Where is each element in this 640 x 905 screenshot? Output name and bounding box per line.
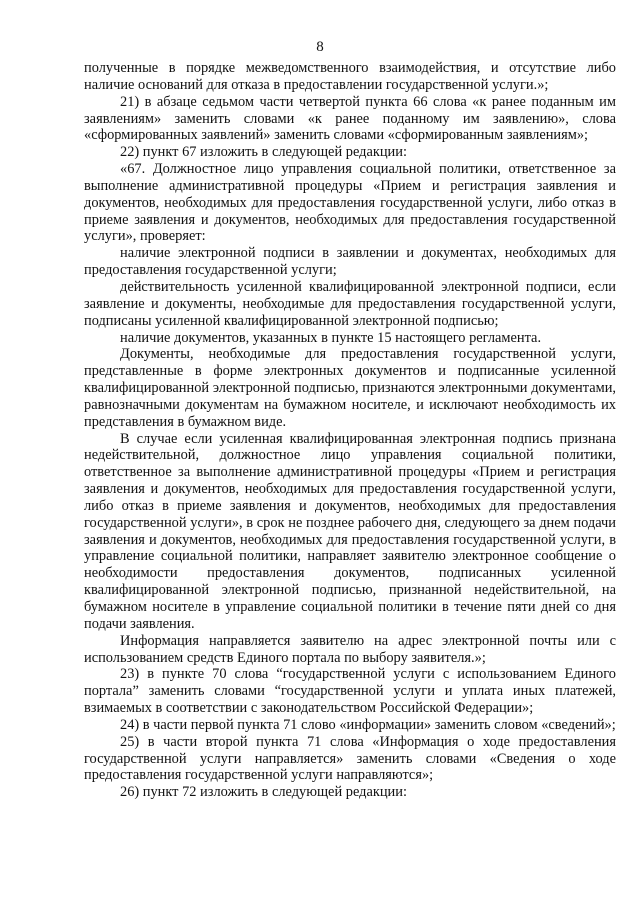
paragraph: Документы, необходимые для предоставления государственной услуги, представленные в форме электронных документов и подписанные усиленной квалифицированной электронной подписью, признаются электронными документами, равнозначными документам на бумажном носителе, и исключают необходимость их представления в бумажном виде. [84,346,616,430]
paragraph: действительность усиленной квалифицированной электронной подписи, если заявление и документы, необходимые для предоставления государственной услуги, подписаны усиленной квалифицированной электронной подписью; [84,278,616,329]
paragraph: В случае если усиленная квалифицированная электронная подпись признана недействительной, должностное лицо управления социальной политики, ответственное за выполнение административной процедуры «Прием и регистрация заявления и документов, необходимых для предоставления государственной услуги, либо отказ в приеме заявления и документов, необходимых для предоставления государственной услуги», в срок не позднее рабочего дня, следующего за днем подачи заявления и документов, необходимых для предоставления государственной услуги, в управление социальной политики, направляет заявителю электронное сообщение о необходимости предоставления документов, подписанных усиленной квалифицированной электронной подписью, признанной недействительной, на бумажном носителе в управление социальной политики в течение пяти дней со дня подачи заявления. [84,430,616,632]
paragraph: Информация направляется заявителю на адрес электронной почты или с использованием средств Единого портала по выбору заявителя.»; [84,632,616,666]
paragraph: 22) пункт 67 изложить в следующей редакции: [120,144,407,161]
paragraph: 26) пункт 72 изложить в следующей редакции: [120,784,407,801]
paragraph: «67. Должностное лицо управления социальной политики, ответственное за выполнение административной процедуры «Прием и регистрация заявления и документов, необходимых для предоставления государственной услуги, либо отказ в приеме заявления и документов, необходимых для предоставления государственной услуги», проверяет: [84,161,616,245]
paragraph: наличие документов, указанных в пункте 15 настоящего регламента. [120,329,542,346]
paragraph: наличие электронной подписи в заявлении и документах, необходимых для предоставления государственной услуги; [84,245,616,279]
paragraph: 21) в абзаце седьмом части четвертой пункта 66 слова «к ранее поданным им заявлениям» заменить словами «к ранее поданному им заявлению», слова «сформированных заявлений» заменить словами «сформированным заявлениям»; [84,93,616,144]
paragraph: полученные в порядке межведомственного взаимодействия, и отсутствие либо наличие оснований для отказа в предоставлении государственной услуги.»; [84,60,616,93]
document-body [84,60,616,801]
paragraph: 25) в части второй пункта 71 слова «Информация о ходе предоставления государственной услуги направляется» заменить словами «Сведения о ходе предоставления государственной услуги направляются»; [84,733,616,784]
page-number: 8 [316,39,324,55]
paragraph: 23) в пункте 70 слова “государственной услуги с использованием Единого портала” заменить словами “государственной услуги и уплата иных платежей, взимаемых в соответствии с законодательством Российской Федерации»; [84,666,616,717]
paragraph: 24) в части первой пункта 71 слово «информации» заменить словом «сведений»; [120,716,616,733]
